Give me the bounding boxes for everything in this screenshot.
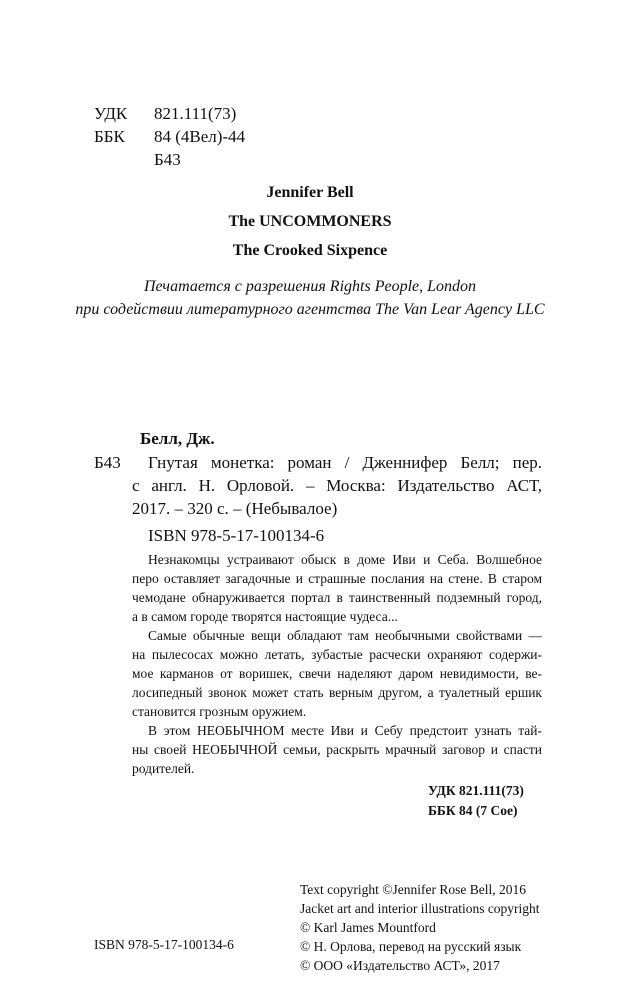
index-bbk: ББК 84 (7 Сое) bbox=[428, 803, 518, 818]
annotation-p2-l2: на пылесосах можно летать, зубастые расчески охраняют содержи- bbox=[132, 647, 542, 662]
permission-line-2: при содействии литературного агентства The Van Lear Agency LLC bbox=[75, 301, 545, 318]
annotation-p1-l1: Незнакомцы устраивают обыск в доме Иви и Себа. Волшебное bbox=[148, 552, 542, 567]
bottom-isbn: ISBN 978-5-17-100134-6 bbox=[94, 937, 234, 952]
bbk-row bbox=[94, 127, 245, 147]
copyright-line-1: Text copyright ©Jennifer Rose Bell, 2016 bbox=[300, 882, 527, 897]
udk-label: УДК bbox=[94, 104, 128, 123]
author-code: Б43 bbox=[154, 150, 181, 169]
annotation-p2-l3: мое карманов от воришек, свечи наделяют даром невидимости, ве- bbox=[132, 666, 542, 681]
bbk-label: ББК bbox=[94, 127, 125, 146]
catalog-entry-line-3: 2017. – 320 с. – (Небывалое) bbox=[132, 499, 338, 518]
catalog-isbn: ISBN 978-5-17-100134-6 bbox=[148, 526, 325, 545]
annotation-p1-l3: чемодане обнаруживается портал в таинственный подземный город, bbox=[132, 590, 542, 605]
bbk-value: 84 (4Вел)-44 bbox=[154, 127, 246, 146]
copyright-block bbox=[300, 880, 540, 975]
catalog-entry-line-2: с англ. Н. Орловой. – Москва: Издательство АСТ, bbox=[132, 476, 542, 495]
annotation-p3-l1: В этом НЕОБЫЧНОМ месте Иви и Себу предстоит узнать тай- bbox=[148, 723, 542, 738]
copyright-line-4: © Н. Орлова, перевод на русский язык bbox=[300, 939, 522, 954]
original-series: The UNCOMMONERS bbox=[228, 213, 392, 230]
udk-value: 821.111(73) bbox=[154, 104, 237, 123]
copyright-line-2: Jacket art and interior illustrations copyright bbox=[300, 901, 540, 916]
annotation-p3-l3: родителей. bbox=[132, 761, 195, 776]
annotation-p2-l4: лосипедный звонок может стать верным другом, а туалетный ершик bbox=[132, 685, 542, 700]
annotation-p3-l2: ны своей НЕОБЫЧНОЙ семьи, раскрыть мрачный заговор и спасти bbox=[132, 742, 542, 757]
catalog-author-heading: Белл, Дж. bbox=[140, 429, 215, 448]
annotation-p2-l1: Самые обычные вещи обладают там необычными свойствами — bbox=[148, 628, 542, 643]
permission-line-1: Печатается с разрешения Rights People, London bbox=[143, 278, 477, 295]
udk-row bbox=[94, 104, 236, 124]
annotation-p2-l5: становится грозным оружием. bbox=[132, 704, 307, 719]
copyright-line-3: © Karl James Mountford bbox=[300, 920, 436, 935]
original-author: Jennifer Bell bbox=[266, 184, 354, 201]
annotation-p1-l2: перо оставляет загадочные и страшные послания на стене. В старом bbox=[132, 571, 542, 586]
catalog-code: Б43 bbox=[94, 453, 121, 472]
catalog-entry-line-1: Гнутая монетка: роман / Дженнифер Белл; пер. bbox=[148, 453, 542, 472]
original-title: The Crooked Sixpence bbox=[232, 242, 388, 259]
annotation-p1-l4: а в самом городе творятся настоящие чудеса... bbox=[132, 609, 398, 624]
index-udk: УДК 821.111(73) bbox=[428, 783, 524, 798]
copyright-line-5: © ООО «Издательство АСТ», 2017 bbox=[300, 958, 500, 973]
